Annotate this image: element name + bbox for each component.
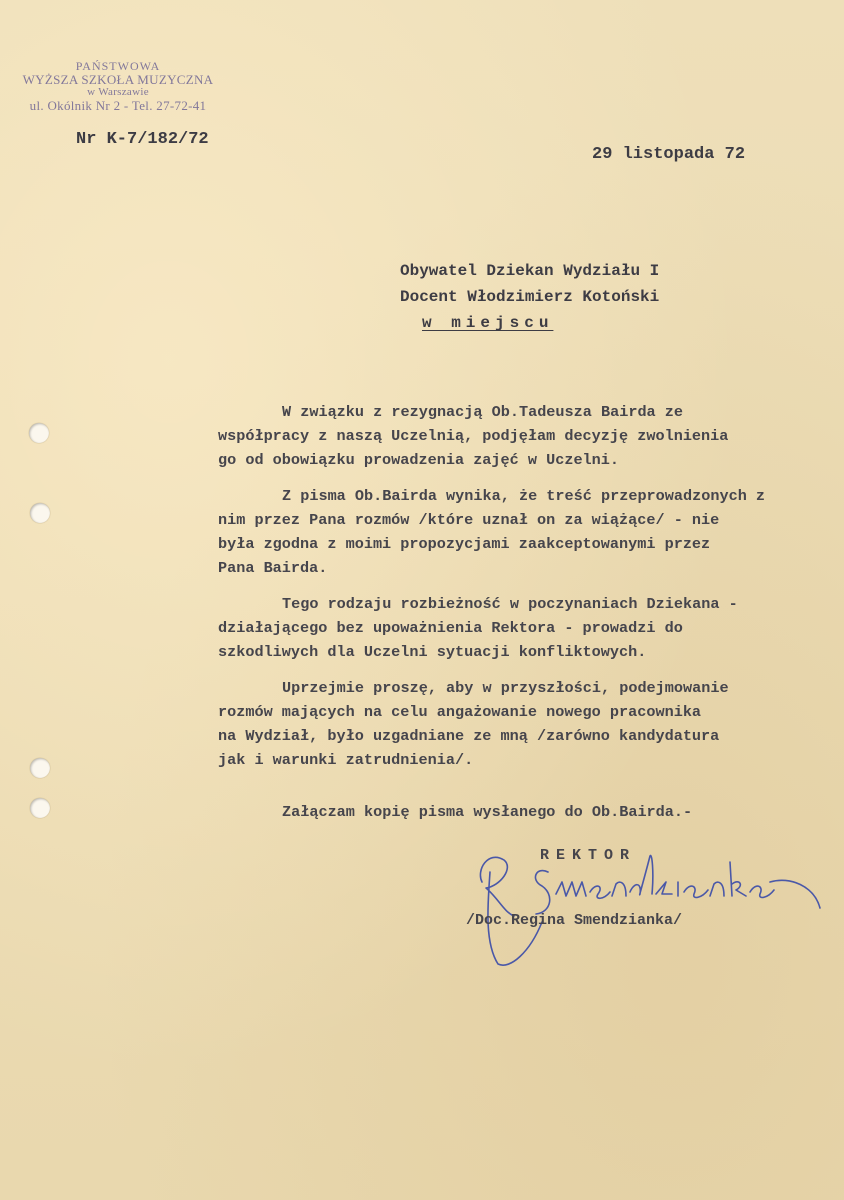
punch-hole (30, 798, 50, 818)
punch-hole (30, 503, 50, 523)
body-paragraph (218, 676, 838, 772)
stamp-line: PAŃSTWOWA (75, 59, 161, 73)
body-line: nim przez Pana rozmów /które uznał on za wiążące/ - nie (218, 511, 720, 529)
enclosure-note: Załączam kopię pisma wysłanego do Ob.Bairda.- (282, 803, 693, 821)
letter-body (218, 400, 838, 784)
addressee-line: Docent Włodzimierz Kotoński (400, 288, 660, 306)
stamp-line: WYŻSZA SZKOŁA MUZYCZNA (22, 72, 214, 87)
stamp-line: ul. Okólnik Nr 2 - Tel. 27-72-41 (29, 98, 207, 113)
stamp-line: w Warszawie (87, 86, 149, 98)
letter-date: 29 listopada 72 (592, 145, 746, 164)
body-line: rozmów mających na celu angażowanie nowego pracownika (218, 703, 702, 721)
body-paragraph (218, 484, 838, 580)
body-line: była zgodna z moimi propozycjami zaakceptowanymi przez (218, 535, 711, 553)
institution-stamp (6, 60, 230, 112)
signatory-title: REKTOR (540, 847, 637, 864)
reference-number: Nr K-7/182/72 (76, 130, 209, 149)
body-line: Pana Bairda. (218, 559, 328, 577)
addressee-location: w miejscu (422, 314, 554, 332)
handwritten-signature (470, 842, 830, 972)
addressee-line: Obywatel Dziekan Wydziału I (400, 262, 660, 280)
body-line: współpracy z naszą Uczelnią, podjęłam decyzję zwolnienia (218, 427, 729, 445)
body-paragraph (218, 400, 838, 472)
body-line: działającego bez upoważnienia Rektora - prowadzi do (218, 619, 683, 637)
body-line: go od obowiązku prowadzenia zajęć w Uczelni. (218, 451, 620, 469)
body-line: W związku z rezygnacją Ob.Tadeusza Bairda ze (282, 403, 684, 421)
addressee-block (400, 258, 659, 336)
body-line: na Wydział, było uzgadniane ze mną /zarówno kandydatura (218, 727, 720, 745)
body-line: Tego rodzaju rozbieżność w poczynaniach Dziekana - (282, 595, 738, 613)
body-line: Z pisma Ob.Bairda wynika, że treść przeprowadzonych z (282, 487, 766, 505)
punch-hole (29, 423, 49, 443)
body-line: Uprzejmie proszę, aby w przyszłości, podejmowanie (282, 679, 729, 697)
body-paragraph (218, 592, 838, 664)
body-line: jak i warunki zatrudnienia/. (218, 751, 474, 769)
signatory-name: /Doc.Regina Smendzianka/ (466, 912, 683, 929)
punch-hole (30, 758, 50, 778)
body-line: szkodliwych dla Uczelni sytuacji konfliktowych. (218, 643, 647, 661)
